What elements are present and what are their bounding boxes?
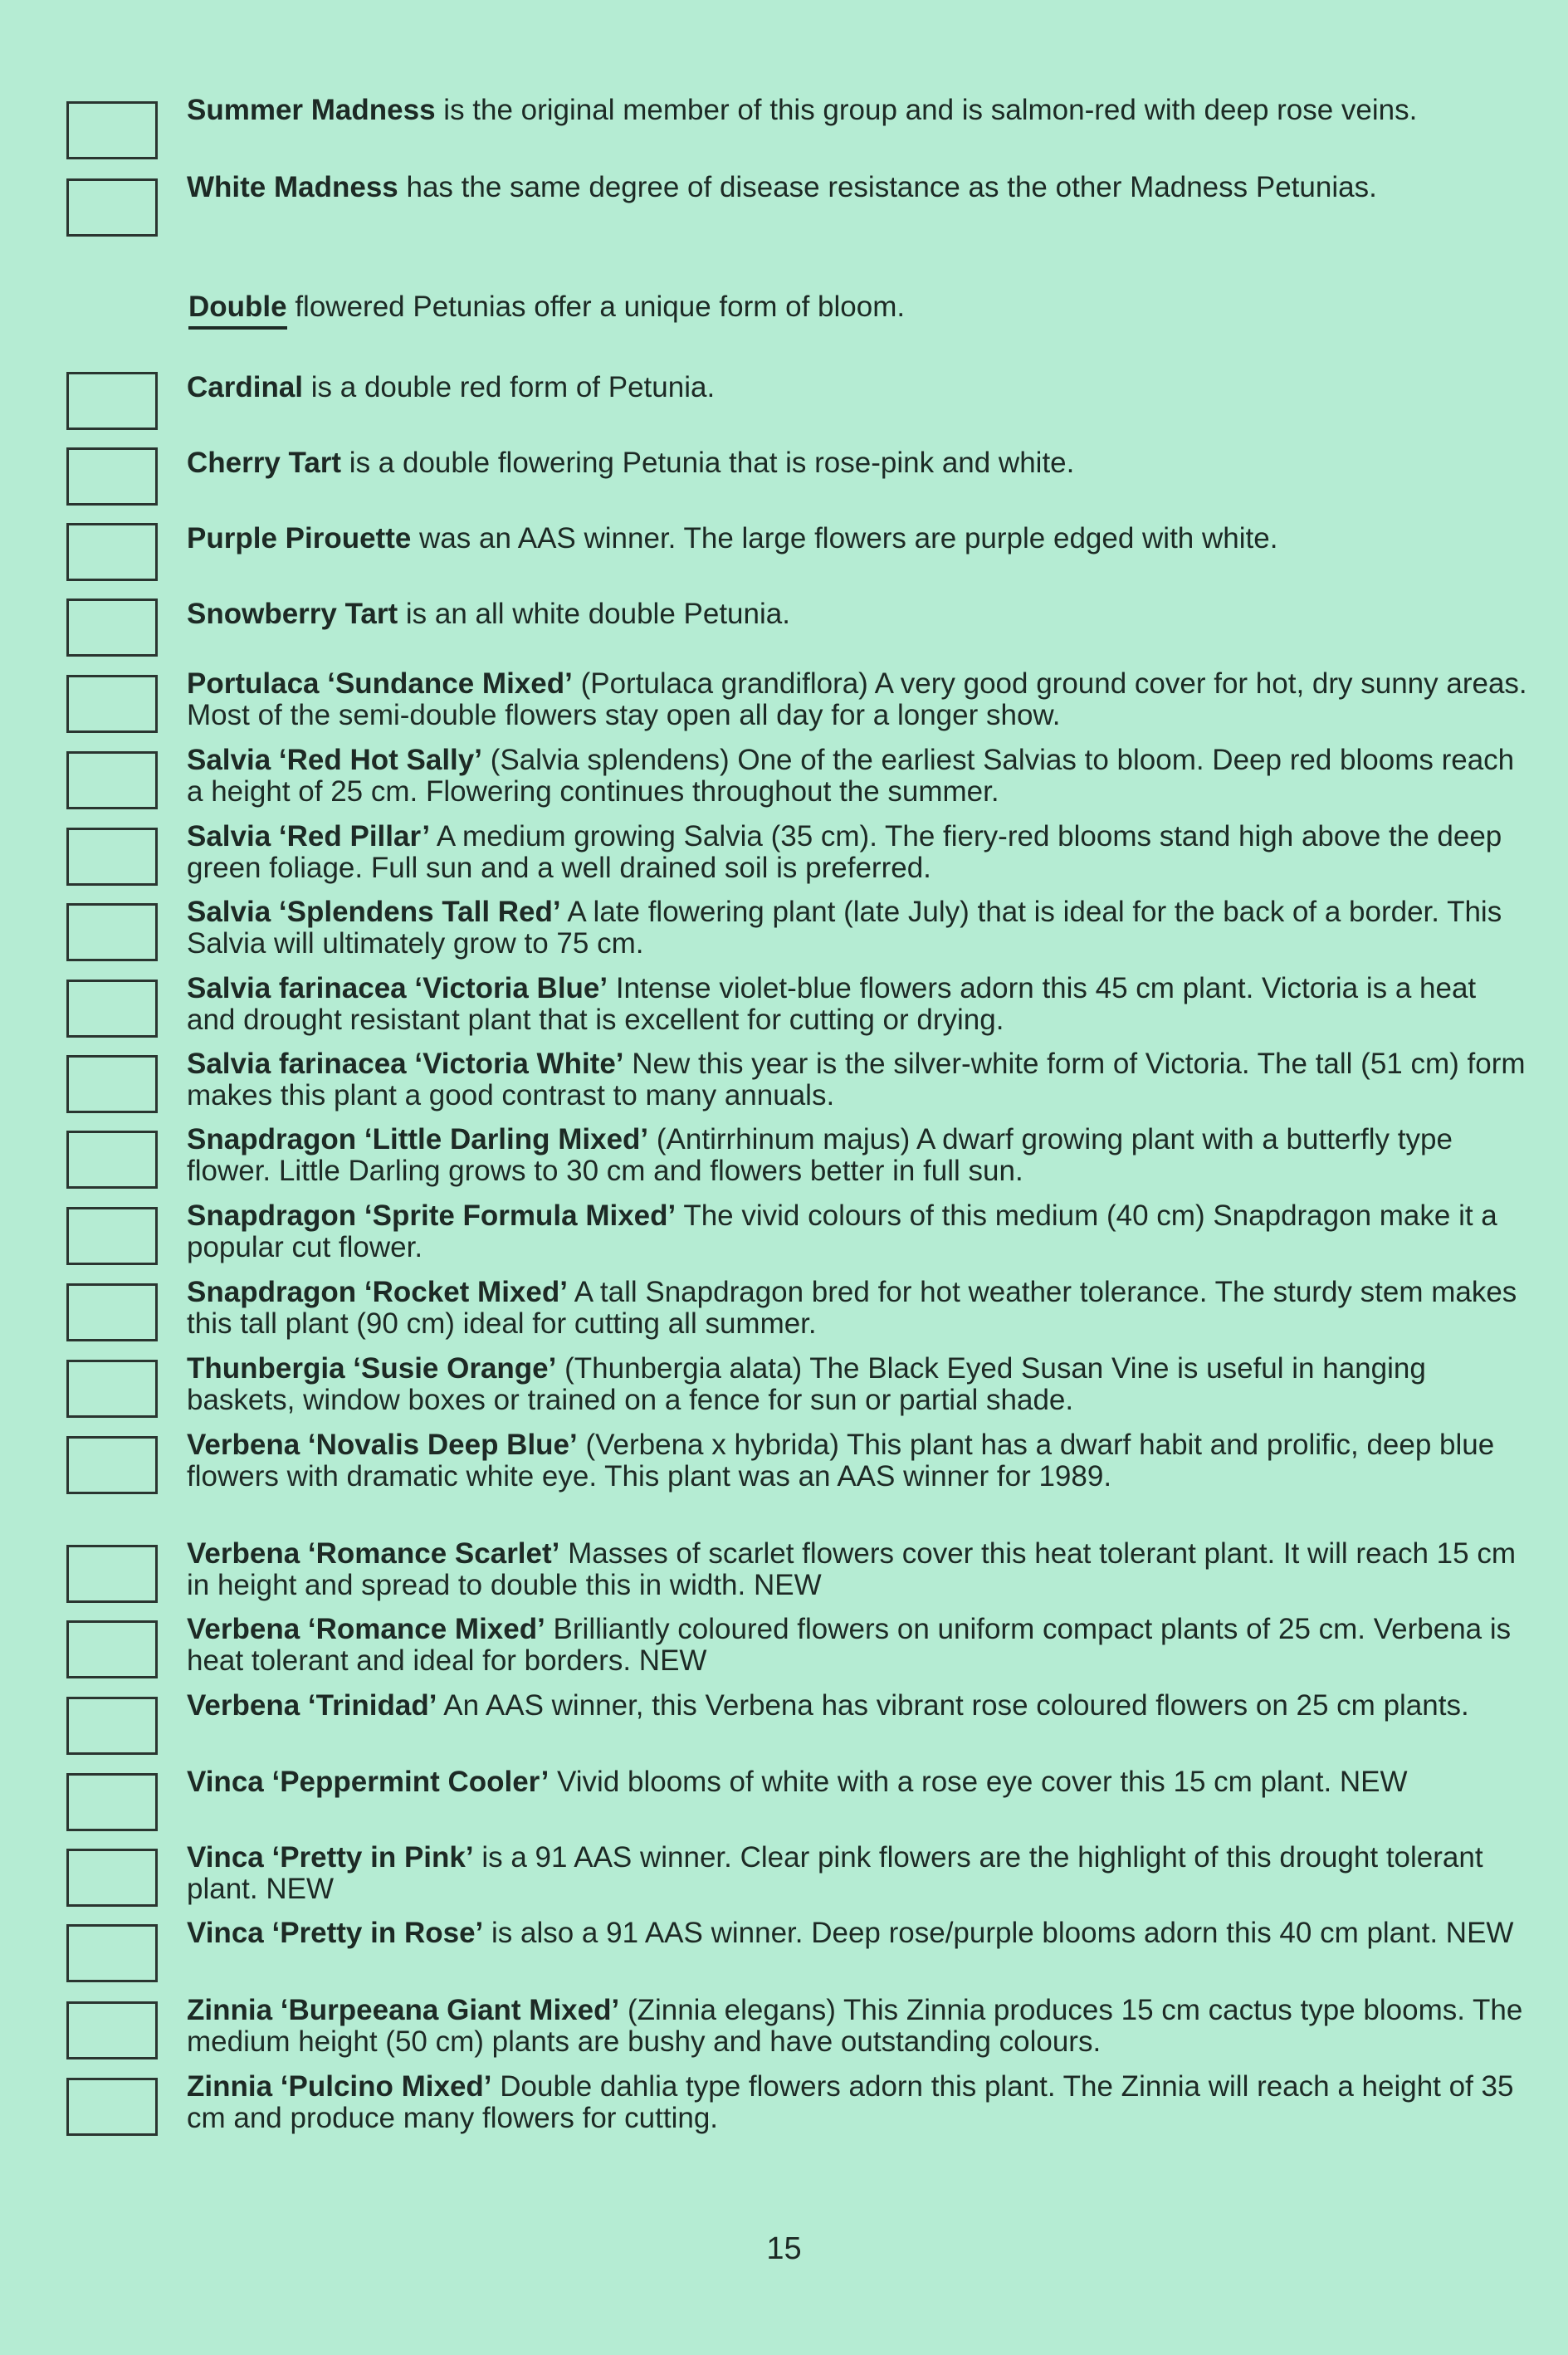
heading-text: flowered Petunias offer a unique form of bloom. — [286, 291, 906, 323]
item-name: Salvia farinacea ‘Victoria White’ — [187, 1048, 624, 1080]
list-item — [66, 1689, 1494, 1763]
list-item — [66, 1766, 1494, 1840]
item-name: Salvia ‘Splendens Tall Red’ — [187, 896, 561, 928]
item-text: (Salvia splendens) One of the earliest Salvias to bloom. Deep red blooms reach a height of 25 cm. Flowering continues throughout the summer. — [187, 744, 1515, 808]
order-checkbox[interactable] — [66, 178, 158, 237]
order-checkbox[interactable] — [66, 1924, 158, 1982]
item-description — [187, 1277, 1531, 1340]
list-item — [66, 667, 1527, 741]
item-text: is the original member of this group and is salmon-red with deep rose veins. — [435, 94, 1418, 126]
item-text: Double dahlia type flowers adorn this plant. The Zinnia will reach a height of 35 cm and produce many flowers for cutting. — [187, 2070, 1514, 2134]
order-checkbox[interactable] — [66, 675, 158, 733]
item-text: has the same degree of disease resistance as the other Madness Petunias. — [398, 171, 1377, 203]
order-checkbox[interactable] — [66, 1697, 158, 1755]
item-name: Cardinal — [187, 371, 304, 403]
item-description — [187, 1690, 1531, 1722]
list-item — [66, 171, 1494, 245]
item-description — [187, 372, 1531, 403]
section-heading — [188, 291, 1434, 324]
item-text: (Antirrhinum majus) A dwarf growing plant with a butterfly type flower. Little Darling grows to 30 cm and flowers better in full sun. — [187, 1123, 1453, 1187]
list-item — [66, 1841, 1494, 1915]
list-item — [66, 1123, 1494, 1197]
heading-underlined: Double — [188, 291, 287, 330]
list-item — [66, 599, 1494, 665]
item-text: (Thunbergia alata) The Black Eyed Susan Vine is useful in hanging baskets, window boxes or trained on a fence for sun or partial shade. — [187, 1352, 1426, 1416]
order-checkbox[interactable] — [66, 523, 158, 581]
item-text: Intense violet-blue flowers adorn this 45 cm plant. Victoria is a heat and drought resistant plant that is excellent for cutting or drying. — [187, 972, 1477, 1036]
item-description — [187, 1048, 1531, 1112]
item-name: Cherry Tart — [187, 447, 342, 479]
order-checkbox[interactable] — [66, 751, 158, 809]
item-name: Summer Madness — [187, 94, 436, 126]
item-text: was an AAS winner. The large flowers are purple edged with white. — [411, 522, 1278, 555]
item-description — [187, 599, 1531, 630]
list-item — [66, 372, 1494, 438]
list-item — [66, 1352, 1494, 1426]
item-name: Verbena ‘Romance Scarlet’ — [187, 1537, 560, 1570]
item-name: Vinca ‘Peppermint Cooler’ — [187, 1766, 550, 1798]
item-description — [187, 897, 1531, 960]
order-checkbox[interactable] — [66, 1620, 158, 1678]
order-checkbox[interactable] — [66, 1055, 158, 1113]
order-checkbox[interactable] — [66, 1545, 158, 1603]
item-name: Snapdragon ‘Little Darling Mixed’ — [187, 1123, 649, 1156]
item-name: Salvia ‘Red Hot Sally’ — [187, 744, 482, 776]
item-description — [187, 172, 1531, 203]
order-checkbox[interactable] — [66, 372, 158, 430]
item-text: Brilliantly coloured flowers on uniform compact plants of 25 cm. Verbena is heat tolerant and ideal for borders. NEW — [187, 1613, 1512, 1677]
order-checkbox[interactable] — [66, 1131, 158, 1189]
item-name: Salvia ‘Red Pillar’ — [187, 820, 431, 853]
item-name: Verbena ‘Romance Mixed’ — [187, 1613, 545, 1645]
order-checkbox[interactable] — [66, 828, 158, 886]
page-number: 15 — [766, 2231, 802, 2266]
item-text: A medium growing Salvia (35 cm). The fiery-red blooms stand high above the deep green foliage. Full sun and a well drained soil is preferred. — [187, 820, 1502, 884]
item-name: Salvia farinacea ‘Victoria Blue’ — [187, 972, 608, 1004]
item-description — [187, 1918, 1531, 1949]
item-description — [187, 1995, 1531, 2058]
item-name: Verbena ‘Trinidad’ — [187, 1689, 437, 1722]
list-item — [66, 523, 1494, 589]
item-description — [187, 2071, 1531, 2134]
item-description — [187, 1766, 1531, 1798]
item-name: Snowberry Tart — [187, 598, 398, 630]
item-text: is a double flowering Petunia that is rose-pink and white. — [341, 447, 1075, 479]
list-item — [66, 94, 1494, 168]
item-description — [187, 1124, 1531, 1187]
item-description — [187, 821, 1531, 884]
item-name: Portulaca ‘Sundance Mixed’ — [187, 667, 573, 700]
order-checkbox[interactable] — [66, 1283, 158, 1341]
item-name: Thunbergia ‘Susie Orange’ — [187, 1352, 557, 1385]
item-text: (Zinnia elegans) This Zinnia produces 15 cm cactus type blooms. The medium height (50 cm) plants are bushy and have outstanding colours. — [187, 1994, 1523, 2058]
order-checkbox[interactable] — [66, 599, 158, 657]
item-name: Snapdragon ‘Rocket Mixed’ — [187, 1276, 568, 1308]
order-checkbox[interactable] — [66, 1773, 158, 1831]
order-checkbox[interactable] — [66, 1360, 158, 1418]
item-description — [187, 1429, 1531, 1493]
list-item — [66, 1276, 1517, 1350]
order-checkbox[interactable] — [66, 447, 158, 506]
list-item — [66, 972, 1494, 1046]
order-checkbox[interactable] — [66, 1849, 158, 1907]
item-name: Zinnia ‘Pulcino Mixed’ — [187, 2070, 492, 2103]
item-text: The vivid colours of this medium (40 cm) Snapdragon make it a popular cut flower. — [187, 1199, 1497, 1263]
item-name: Vinca ‘Pretty in Rose’ — [187, 1917, 484, 1949]
item-text: A late flowering plant (late July) that is ideal for the back of a border. This Salvia will ultimately grow to 75 cm. — [187, 896, 1502, 960]
item-text: is also a 91 AAS winner. Deep rose/purple blooms adorn this 40 cm plant. NEW — [483, 1917, 1514, 1949]
item-description — [187, 1200, 1531, 1263]
list-item — [66, 1048, 1526, 1121]
order-checkbox[interactable] — [66, 2001, 158, 2059]
item-description — [187, 95, 1531, 126]
order-checkbox[interactable] — [66, 101, 158, 159]
item-text: Masses of scarlet flowers cover this heat tolerant plant. It will reach 15 cm in height and spread to double this in width. NEW — [187, 1537, 1516, 1601]
order-checkbox[interactable] — [66, 903, 158, 961]
item-description — [187, 668, 1531, 731]
item-description — [187, 1614, 1531, 1677]
item-text: Vivid blooms of white with a rose eye cover this 15 cm plant. NEW — [549, 1766, 1408, 1798]
list-item — [66, 744, 1515, 818]
list-item — [66, 1917, 1514, 1991]
list-item — [66, 447, 1494, 514]
item-description — [187, 1538, 1531, 1601]
item-text: An AAS winner, this Verbena has vibrant rose coloured flowers on 25 cm plants. — [437, 1689, 1469, 1722]
item-name: Purple Pirouette — [187, 522, 412, 555]
list-item — [66, 896, 1502, 970]
item-description — [187, 1842, 1531, 1905]
item-text: is an all white double Petunia. — [398, 598, 790, 630]
item-text: New this year is the silver-white form of Victoria. The tall (51 cm) form makes this plant a good contrast to many annuals. — [187, 1048, 1526, 1112]
item-name: White Madness — [187, 171, 398, 203]
item-text: A tall Snapdragon bred for hot weather tolerance. The sturdy stem makes this tall plant (90 cm) ideal for cutting all summer. — [187, 1276, 1517, 1340]
item-name: Zinnia ‘Burpeeana Giant Mixed’ — [187, 1994, 620, 2026]
item-text: (Portulaca grandiflora) A very good ground cover for hot, dry sunny areas. Most of the semi-double flowers stay open all day for a longer show. — [187, 667, 1527, 731]
item-text: is a double red form of Petunia. — [303, 371, 716, 403]
order-checkbox[interactable] — [66, 980, 158, 1038]
item-name: Snapdragon ‘Sprite Formula Mixed’ — [187, 1199, 677, 1232]
item-description — [187, 447, 1531, 479]
list-item — [66, 1199, 1497, 1273]
order-checkbox[interactable] — [66, 1436, 158, 1494]
list-item — [66, 820, 1502, 894]
list-item — [66, 1994, 1523, 2068]
list-item — [66, 1613, 1512, 1687]
item-description — [187, 973, 1531, 1036]
item-name: Vinca ‘Pretty in Pink’ — [187, 1841, 474, 1874]
list-item — [66, 1537, 1516, 1611]
order-checkbox[interactable] — [66, 2078, 158, 2136]
item-description — [187, 745, 1531, 808]
item-description — [187, 1353, 1531, 1416]
list-item — [66, 1429, 1495, 1502]
list-item — [66, 2070, 1514, 2144]
item-description — [187, 523, 1531, 555]
item-text: is a 91 AAS winner. Clear pink flowers are the highlight of this drought tolerant plant. NEW — [187, 1841, 1483, 1905]
item-text: (Verbena x hybrida) This plant has a dwarf habit and prolific, deep blue flowers with dramatic white eye. This plant was an AAS winner for 1989. — [187, 1429, 1495, 1493]
order-checkbox[interactable] — [66, 1207, 158, 1265]
item-name: Verbena ‘Novalis Deep Blue’ — [187, 1429, 578, 1461]
